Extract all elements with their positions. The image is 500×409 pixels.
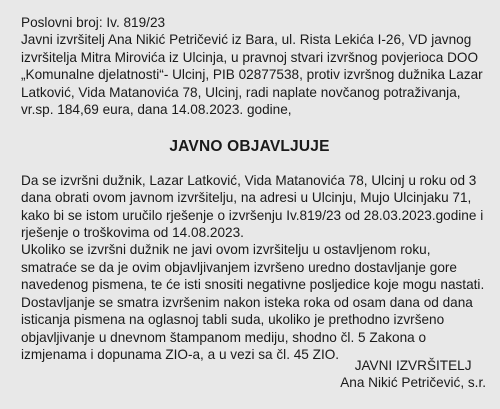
body-paragraph-delivery-terms: Dostavljanje se smatra izvršenim nakon isteka roka od osam dana od dana isticanja pismena na oglasnoj tabli suda, ukoliko je prethodno izvršeno objavljivanje u dnevnom štampanom mediju, shodno čl. 5 Zakona o izmjenama i dopunama ZIO-a, a u vezi sa čl. 45 ZIO.: [21, 294, 473, 362]
case-number: Poslovni broj: Iv. 819/23: [21, 15, 166, 30]
signature-block: [340, 357, 486, 392]
body-paragraph-consequences: Ukoliko se izvršni dužnik ne javi ovom izvršitelju u ostavljenom roku, smatraće se da je ovim objavljivanjem izvršeno uredno dostavljanje gore navedenog pismena, te će isti snositi negativne posljedice koje mogu nastati.: [21, 242, 485, 293]
body-paragraph-delivery: Da se izvršni dužnik, Lazar Latković, Vida Matanovića 78, Ulcinj u roku od 3 dana obrati ovom javnom izvršitelju, na adresi u Ulcinju, Mujo Ulcinjaku 71, kako bi se istom uručilo rješenje o izvršenju Iv.819/23 od 28.03.2023.godine i rješenje o troškovima od 14.08.2023.: [21, 172, 484, 241]
signature-title: JAVNI IZVRŠITELJ: [354, 358, 472, 373]
signature-name: Ana Nikić Petričević, s.r.: [340, 375, 486, 391]
intro-paragraph: Javni izvršitelj Ana Nikić Petričević iz Bara, ul. Rista Lekića I-26, VD javnog izvršitelja Mitra Mirovića iz Ulcinja, u pravnoj stvari izvršnog povjerioca DOO „Komunalne djelatnosti“- Ulcinj, PIB 02877538, protiv izvršnog dužnika Lazar Latković, Vida Matanovića 78, Ulcinj, radi naplate novčanog potraživanja, vr.sp. 184,69 eura, dana 14.08.2023. godine,: [21, 32, 483, 118]
notice-title: JAVNO OBJAVLJUJE: [169, 138, 330, 156]
